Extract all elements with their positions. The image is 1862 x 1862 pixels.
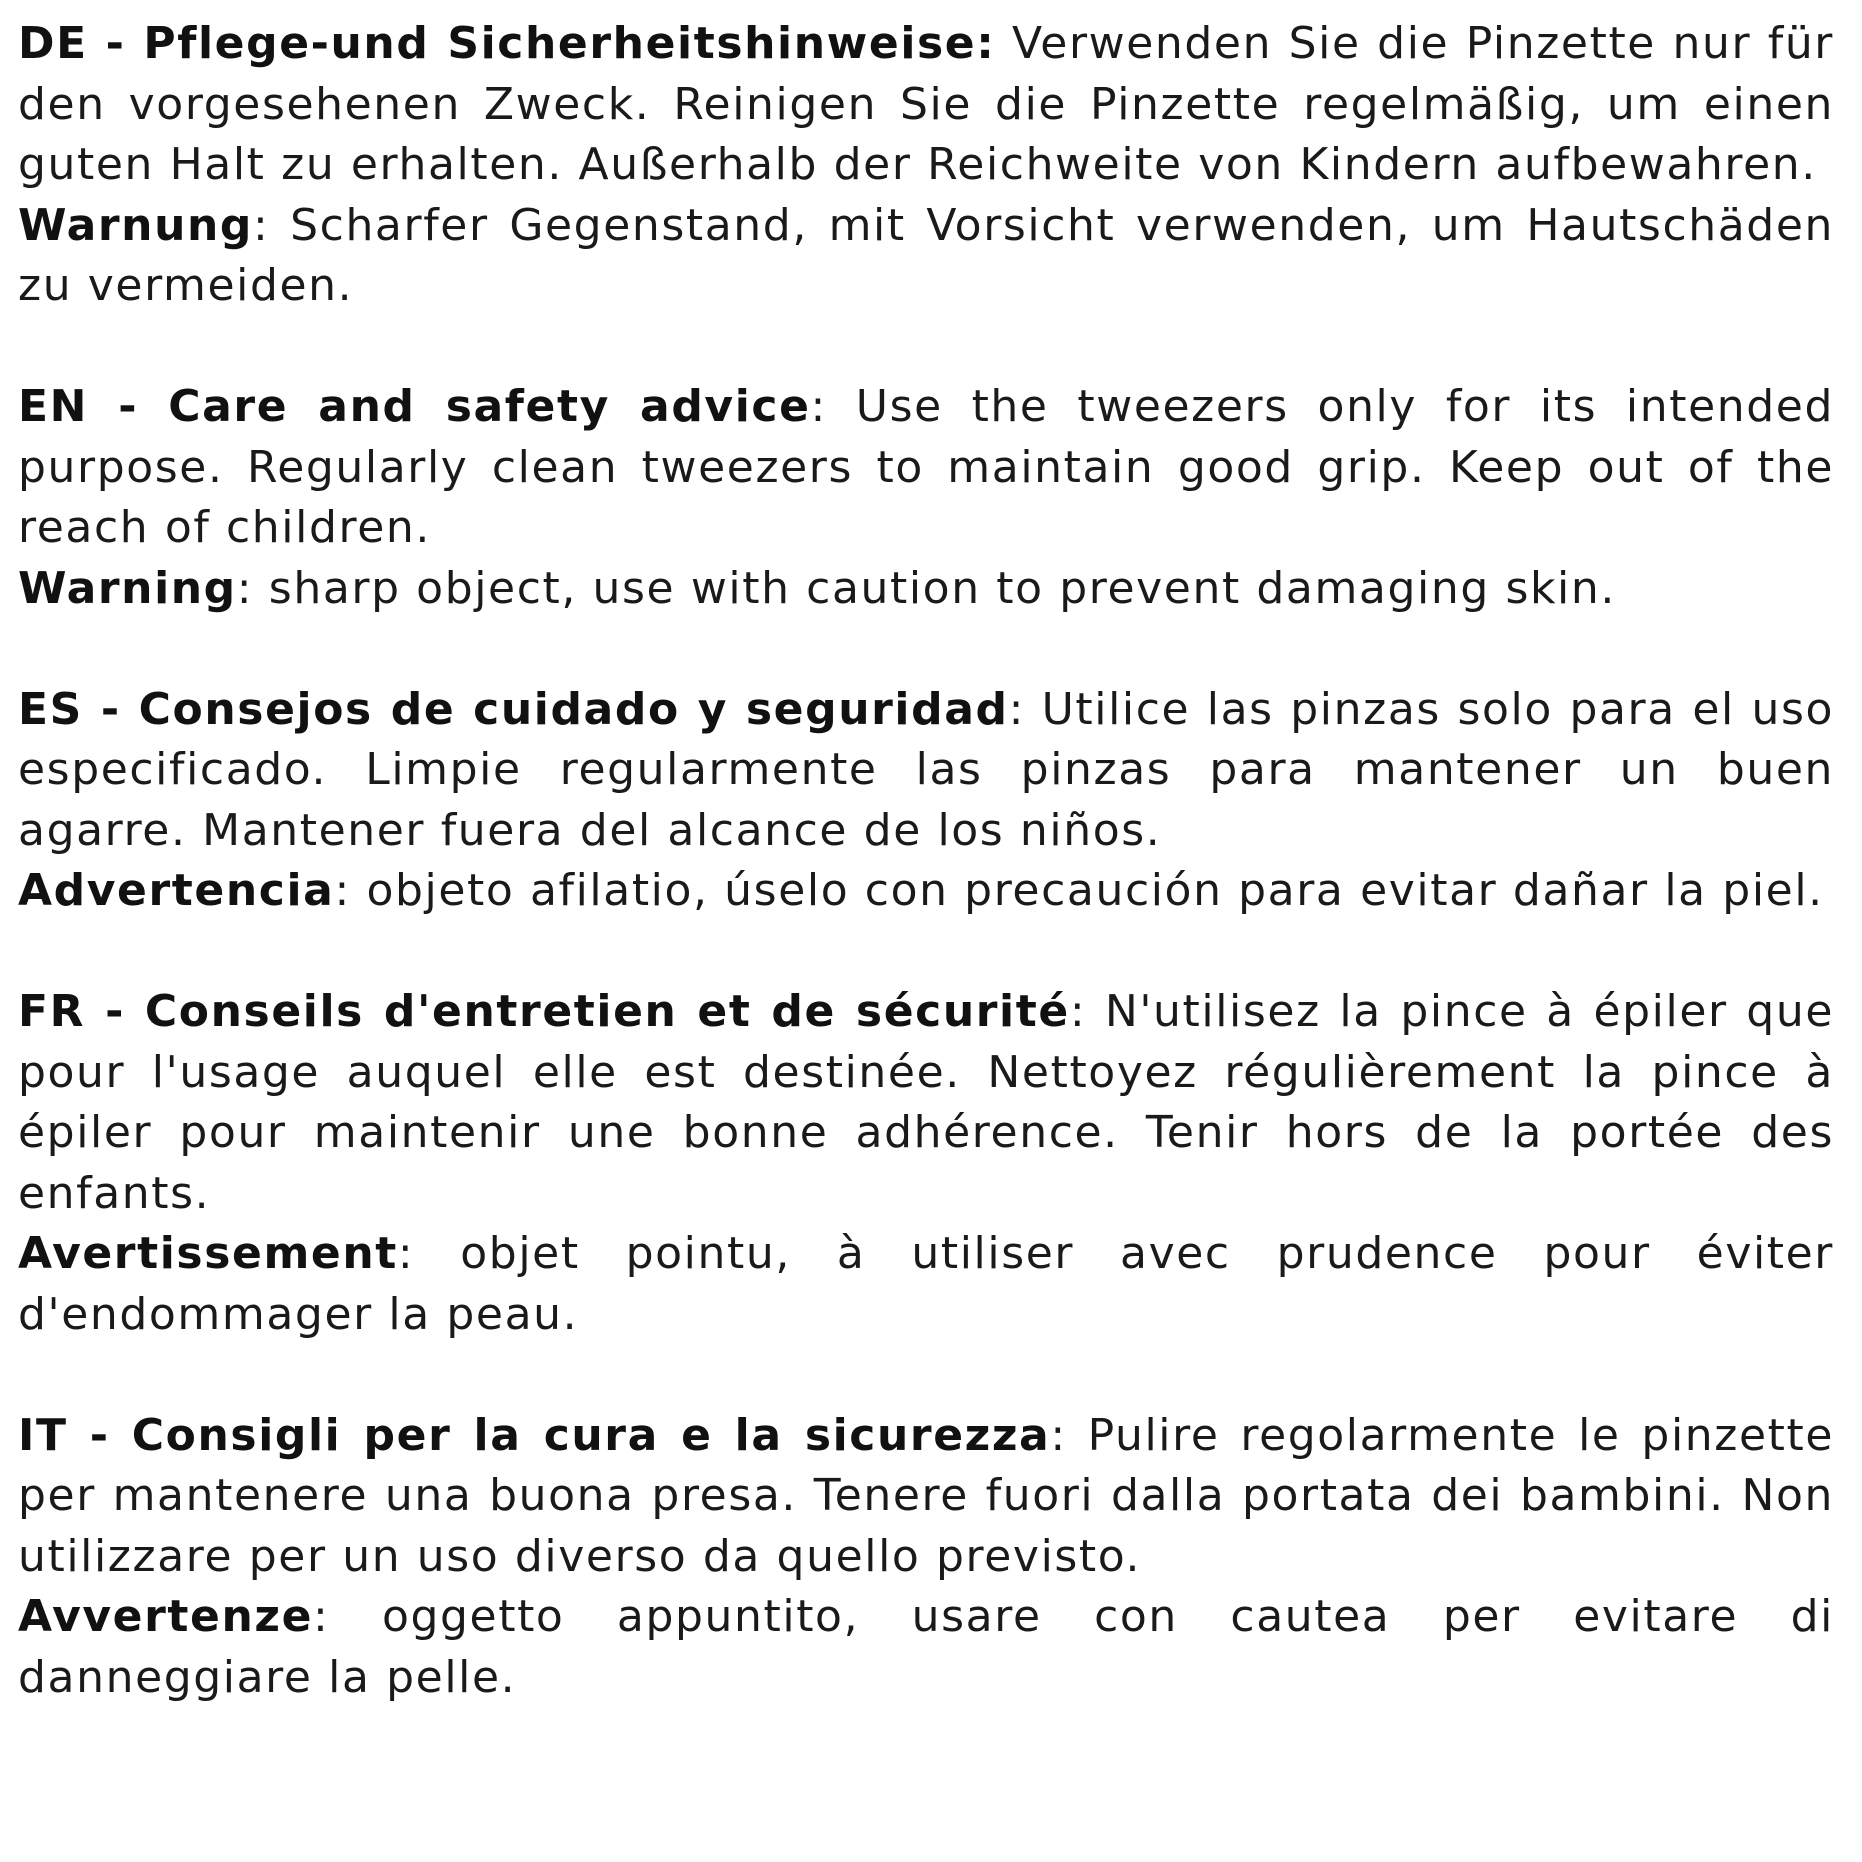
warning-text-fr: : objet pointu, à utiliser avec prudence pour éviter d'endommager la peau. (18, 1228, 1834, 1340)
section-en (18, 377, 1834, 619)
warning-heading-fr: Avertissement (18, 1228, 398, 1279)
warning-text-es: : objeto afilatio, úselo con precaución para evitar dañar la piel. (334, 865, 1824, 916)
care-text-en: : Use the tweezers only for its intended purpose. Regularly clean tweezers to maintain good grip. Keep out of the reach of children. (18, 381, 1834, 553)
care-paragraph-it (18, 1406, 1834, 1588)
care-text-it: : Pulire regolarmente le pinzette per mantenere una buona presa. Tenere fuori dalla portata dei bambini. Non utilizzare per un uso diverso da quello previsto. (18, 1409, 1834, 1582)
warning-paragraph-es (18, 861, 1834, 922)
care-paragraph-de (18, 14, 1834, 196)
section-de (18, 14, 1834, 317)
warning-text-en: : sharp object, use with caution to prevent damaging skin. (236, 562, 1616, 614)
care-paragraph-en (18, 377, 1834, 559)
warning-heading-de: Warnung (18, 199, 254, 251)
section-es (18, 680, 1834, 922)
care-paragraph-fr (18, 982, 1834, 1224)
warning-paragraph-en (18, 559, 1834, 620)
care-heading-en: EN - Care and safety advice (18, 381, 811, 432)
care-heading-de: DE - Pflege-und Sicherheitshinweise: (18, 18, 996, 69)
care-text-fr: : N'utilisez la pince à épiler que pour l'usage auquel elle est destinée. Nettoyez régulièrement la pince à épiler pour maintenir une bonne adhérence. Tenir hors de la portée des enfants. (18, 986, 1834, 1219)
warning-paragraph-de (18, 196, 1834, 317)
care-paragraph-es (18, 680, 1834, 862)
warning-heading-en: Warning (18, 562, 237, 614)
section-it (18, 1406, 1834, 1709)
warning-heading-it: Avvertenze (18, 1591, 314, 1642)
safety-document (18, 14, 1834, 1708)
warning-text-it: : oggetto appuntito, usare con cautea per evitare di danneggiare la pelle. (18, 1591, 1834, 1703)
section-fr (18, 982, 1834, 1345)
warning-paragraph-it (18, 1587, 1834, 1708)
care-heading-es: ES - Consejos de cuidado y seguridad (18, 683, 1009, 735)
warning-paragraph-fr (18, 1224, 1834, 1345)
warning-text-de: : Scharfer Gegenstand, mit Vorsicht verwenden, um Hautschäden zu vermeiden. (18, 199, 1834, 311)
care-text-de: Verwenden Sie die Pinzette nur für den vorgesehenen Zweck. Reinigen Sie die Pinzette regelmäßig, um einen guten Halt zu erhalten. Außerhalb der Reichweite von Kindern aufbewahren. (18, 18, 1834, 190)
warning-heading-es: Advertencia (18, 865, 335, 916)
care-heading-it: IT - Consigli per la cura e la sicurezza (18, 1409, 1051, 1461)
care-text-es: : Utilice las pinzas solo para el uso especificado. Limpie regularmente las pinzas para mantener un buen agarre. Mantener fuera del alcance de los niños. (18, 683, 1834, 856)
care-heading-fr: FR - Conseils d'entretien et de sécurité (18, 986, 1070, 1037)
